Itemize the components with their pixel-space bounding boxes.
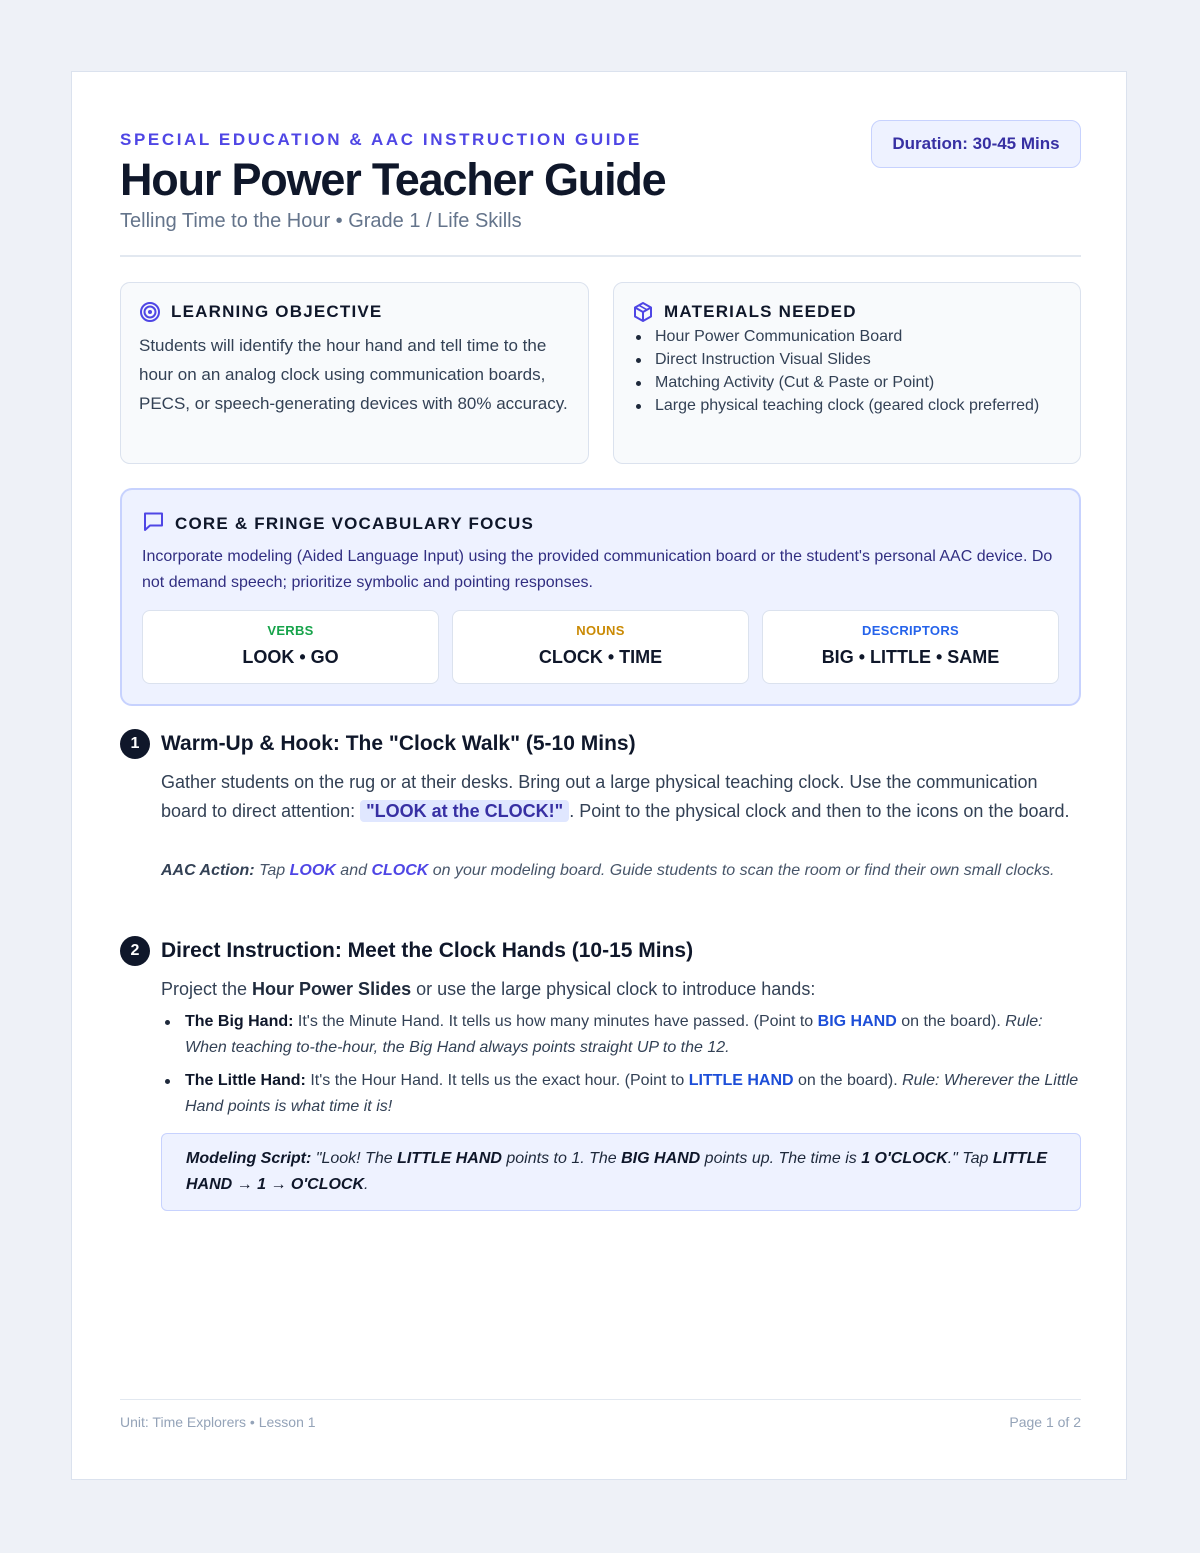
little-hand-label: The Little Hand: [185,1072,306,1089]
objective-text: Students will identify the hour hand and tell time to the hour on an analog clock using communication boards, PECS, or speech-generating devices with 80% accuracy. [139,336,568,413]
materials-heading: MATERIALS NEEDED [664,302,857,321]
script-text: ." Tap [947,1150,993,1167]
script-keyword: LITTLE HAND [397,1150,502,1167]
modeling-script-label: Modeling Script: [186,1150,312,1167]
script-sequence: LITTLE HAND → 1 → O'CLOCK [186,1150,1048,1193]
materials-list [634,327,1064,419]
vocab-header [142,510,534,538]
target-icon [139,301,161,323]
clock-hands-list [161,1009,1081,1127]
aac-text: Tap [254,862,290,879]
list-item: Hour Power Communication Board [634,327,1064,347]
step-number-badge: 2 [120,936,150,966]
look-keyword: LOOK [289,862,336,879]
aac-action-label: AAC Action: [161,862,255,879]
vocab-group-label: DESCRIPTORS [862,623,959,638]
list-item: Direct Instruction Visual Slides [634,350,1064,370]
step-1-header [120,729,636,759]
aac-text: on your modeling board. Guide students to scan the room or find their own small clocks. [428,862,1055,879]
vocab-group-words: LOOK • GO [242,647,339,667]
step-1-body [161,768,1081,826]
aac-text: and [335,862,372,879]
script-keyword: BIG HAND [621,1150,701,1167]
vocab-group-descriptors [762,610,1059,684]
footer-divider [120,1399,1081,1400]
step-2-intro [161,975,1081,1004]
step-1-title: Warm-Up & Hook: The "Clock Walk" (5-10 Mins) [161,732,636,755]
vocab-group-label: VERBS [267,623,314,638]
look-at-clock-callout: "LOOK at the CLOCK!" [360,800,569,822]
big-hand-keyword: BIG HAND [817,1013,897,1030]
step-2-text: Project the [161,979,253,999]
objective-heading: LEARNING OBJECTIVE [171,302,383,321]
list-item-big-hand [161,1009,1081,1061]
script-text: points up. The time is [700,1150,862,1167]
little-hand-keyword: LITTLE HAND [688,1072,794,1089]
script-text: "Look! The [311,1150,398,1167]
slides-name: Hour Power Slides [252,979,412,999]
header-divider [120,255,1081,257]
step-1-text: Gather students on the rug or at their desks. Bring out a large physical teaching clock. Use the communication board to direct attention: [161,772,1038,821]
page-number: Page 1 of 2 [1009,1414,1081,1430]
little-hand-rule: Rule: Wherever the Little Hand points is what time it is! [185,1072,1079,1115]
materials-header [632,301,857,323]
vocabulary-focus-panel [120,488,1081,706]
vocab-heading: CORE & FRINGE VOCABULARY FOCUS [175,514,535,533]
bullet-text: on the board). [896,1013,1006,1030]
page-title: Hour Power Teacher Guide [120,154,666,205]
big-hand-label: The Big Hand: [185,1013,294,1030]
guide-eyebrow: SPECIAL EDUCATION & AAC INSTRUCTION GUIDE [120,130,642,149]
page-content [120,72,1081,1479]
vocab-description: Incorporate modeling (Aided Language Input) using the provided communication board or the student's personal AAC device. Do not demand speech; prioritize symbolic and pointing responses. [142,548,1053,591]
script-text: . [364,1176,369,1193]
step-2-text: or use the large physical clock to introduce hands: [411,979,816,999]
list-item: Large physical teaching clock (geared clock preferred) [634,396,1064,416]
footer-unit: Unit: Time Explorers • Lesson 1 [120,1414,316,1430]
vocab-group-words: CLOCK • TIME [538,647,663,667]
box-icon [632,301,654,323]
learning-objective-card [120,282,589,464]
vocab-group-words: BIG • LITTLE • SAME [821,647,1000,667]
list-item-little-hand [161,1068,1081,1120]
step-number-badge: 1 [120,729,150,759]
vocab-group-verbs [142,610,439,684]
script-keyword: 1 O'CLOCK [861,1150,948,1167]
vocab-group-nouns [452,610,749,684]
clock-keyword: CLOCK [371,862,429,879]
big-hand-rule: Rule: When teaching to-the-hour, the Big Hand always points straight UP to the 12. [185,1013,1043,1056]
modeling-script-box [161,1133,1081,1211]
materials-card [613,282,1081,464]
aac-action-note [161,858,1081,884]
page-subtitle: Telling Time to the Hour • Grade 1 / Life Skills [120,210,522,232]
vocab-group-label: NOUNS [576,623,625,638]
bullet-text: It's the Minute Hand. It tells us how many minutes have passed. (Point to [293,1013,818,1030]
objective-header [139,301,382,323]
list-item: Matching Activity (Cut & Paste or Point) [634,373,1064,393]
script-text: points to 1. The [501,1150,622,1167]
bullet-text: It's the Hour Hand. It tells us the exact hour. (Point to [305,1072,689,1089]
bullet-text: on the board). [793,1072,903,1089]
step-2-title: Direct Instruction: Meet the Clock Hands (10-15 Mins) [161,939,694,962]
step-1-text: . Point to the physical clock and then to the icons on the board. [569,801,1070,821]
duration-badge: Duration: 30-45 Mins [871,120,1081,168]
chat-bubble-icon [142,510,165,538]
step-2-header [120,936,693,966]
document-page [71,71,1127,1480]
